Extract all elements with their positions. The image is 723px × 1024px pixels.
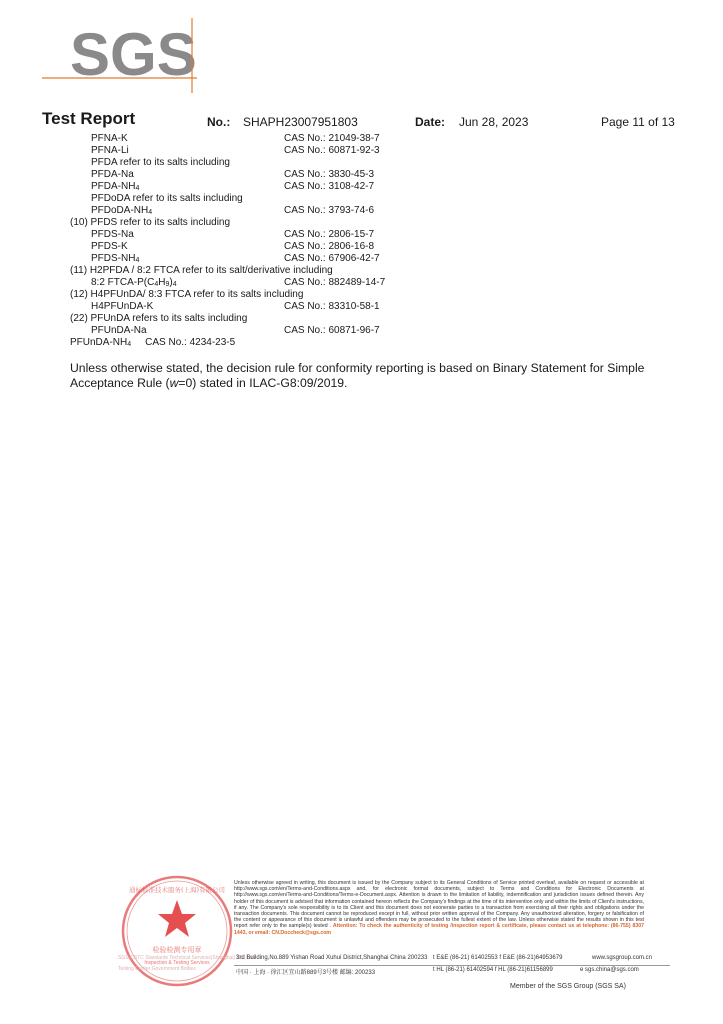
list-item: PFNA-Li <box>91 145 129 156</box>
sgs-logo-text: SGS <box>70 21 197 88</box>
cas-number: CAS No.: 4234-23-5 <box>145 337 236 348</box>
legal-disclaimer: Unless otherwise agreed in writing, this document is issued by the Company subject to its General Conditions of Service printed overleaf, available on request or accessible at http://www.sgs.com/en/Terms-and-Conditions.aspx and, for electronic format documents, subject to Terms and Conditions for Electronic Documents at http://www.sgs.com/en/Terms-and-Conditions/Terms-e-Document.aspx. Attention is drawn to the limitation of liability, indemnification and jurisdiction issues defined therein. Any holder of this document is advised that information contained hereon reflects the Company's findings at the time of its intervention only and within the limits of Client's instructions, if any. The Company's sole responsibility is to its Client and this document does not exonerate parties to a transaction from exercising all their rights and obligations under the transaction documents. This document cannot be reproduced except in full, without prior written approval of the Company. Any unauthorized alteration, forgery or falsification of the content or appearance of this document is unlawful and offenders may be prosecuted to the fullest extent of the law. Unless otherwise stated the results shown in this test report refer only to the sample(s) tested . Attention: To check the authenticity of testing /inspection report & certificate, please contact us at telephone: (86-755) 8307 1443, or email: CN.Doccheck@sgs.com <box>234 880 644 936</box>
svg-text:通标标准技术服务(上海)有限公司: 通标标准技术服务(上海)有限公司 <box>128 886 226 894</box>
company-seal <box>118 872 236 990</box>
phone-cn: t HL (86-21) 61402594 f HL (86-21)61156899 <box>433 967 553 973</box>
stamp-side-text: SGS-CSTC Standards Technical Services(Shanghai) Co., Ltd. <box>118 955 256 961</box>
report-date-label: Date: <box>415 115 446 129</box>
svg-text:Inspection & Testing Services: Inspection & Testing Services <box>144 960 210 966</box>
list-heading: (22) PFUnDA refers to its salts including <box>70 313 248 324</box>
email: e sgs.china@sgs.com <box>580 967 639 973</box>
cas-number: CAS No.: 3108-42-7 <box>284 181 375 192</box>
list-item: PFUnDA-$NH_4$ CAS No.: 4234-23-5 <box>70 337 236 348</box>
list-item: PFDA-Na <box>91 169 134 180</box>
cas-number: CAS No.: 2806-16-8 <box>284 241 375 252</box>
report-date: Jun 28, 2023 <box>459 115 529 129</box>
list-item: PFDS-Na <box>91 229 134 240</box>
list-item: PFDS-K <box>91 241 128 252</box>
report-number: SHAPH23007951803 <box>243 115 358 129</box>
list-item: H4PFUnDA-K <box>91 301 154 312</box>
cas-number: CAS No.: 882489-14-7 <box>284 277 386 288</box>
list-item: 8:2 FTCA-$P(C_4H_9)_4$ <box>91 277 177 288</box>
list-heading: (10) PFDS refer to its salts including <box>70 217 231 228</box>
list-item: PFDoDA-$NH_4$ <box>91 205 153 216</box>
list-heading: (11) H2PFDA / 8:2 FTCA refer to its salt/derivative including <box>70 265 333 276</box>
list-item: PFNA-K <box>91 133 128 144</box>
cas-number: CAS No.: 60871-96-7 <box>284 325 380 336</box>
page-number: Page 11 of 13 <box>601 115 675 129</box>
decision-rule-paragraph: Unless otherwise stated, the decision rule for conformity reporting is based on Binary Statement for Simple Acceptance Rule (w=0) stated in ILAC-G8:09/2019. <box>70 361 645 390</box>
cas-number: CAS No.: 60871-92-3 <box>284 145 380 156</box>
list-item: PFUnDA-Na <box>91 325 147 336</box>
report-number-label: No.: <box>207 115 231 129</box>
list-heading: (12) H4PFUnDA/ 8:3 FTCA refer to its salts including <box>70 289 304 300</box>
phone-en: t E&E (86-21) 61402553 f E&E (86-21)64953679 <box>433 955 563 961</box>
website: www.sgsgroup.com.cn <box>592 955 653 961</box>
list-item: PFDoDA refer to its salts including <box>91 193 243 204</box>
member-statement: Member of the SGS Group (SGS SA) <box>510 983 626 990</box>
cas-number: CAS No.: 3793-74-6 <box>284 205 375 216</box>
cas-number: CAS No.: 67906-42-7 <box>284 253 380 264</box>
cas-number: CAS No.: 21049-38-7 <box>284 133 380 144</box>
cas-number: CAS No.: 3830-45-3 <box>284 169 375 180</box>
list-item: PFDS-$NH_4$ <box>91 253 140 264</box>
cas-number: CAS No.: 2806-15-7 <box>284 229 375 240</box>
address-en: 3rd Building,No.889 Yishan Road Xuhui District,Shanghai China 200233 <box>236 955 428 961</box>
cas-number: CAS No.: 83310-58-1 <box>284 301 380 312</box>
stamp-side-text: Testing Center Government Bodies <box>118 966 196 972</box>
list-item: PFDA-$NH_4$ <box>91 181 140 192</box>
report-title: Test Report <box>42 109 136 128</box>
address-cn: 中国 · 上海 · 徐汇区宜山路889号3号楼 邮编: 200233 <box>236 970 376 976</box>
sgs-logo <box>42 18 197 93</box>
footer-divider <box>234 965 670 966</box>
list-item: PFDA refer to its salts including <box>91 157 230 168</box>
authenticity-notice: Attention: To check the authenticity of testing /inspection report & certificate, please contact us at telephone: (86-755) 8307 1443, or email: CN.Doccheck@sgs.com <box>234 923 644 936</box>
svg-text:检验检测专用章: 检验检测专用章 <box>152 946 202 954</box>
